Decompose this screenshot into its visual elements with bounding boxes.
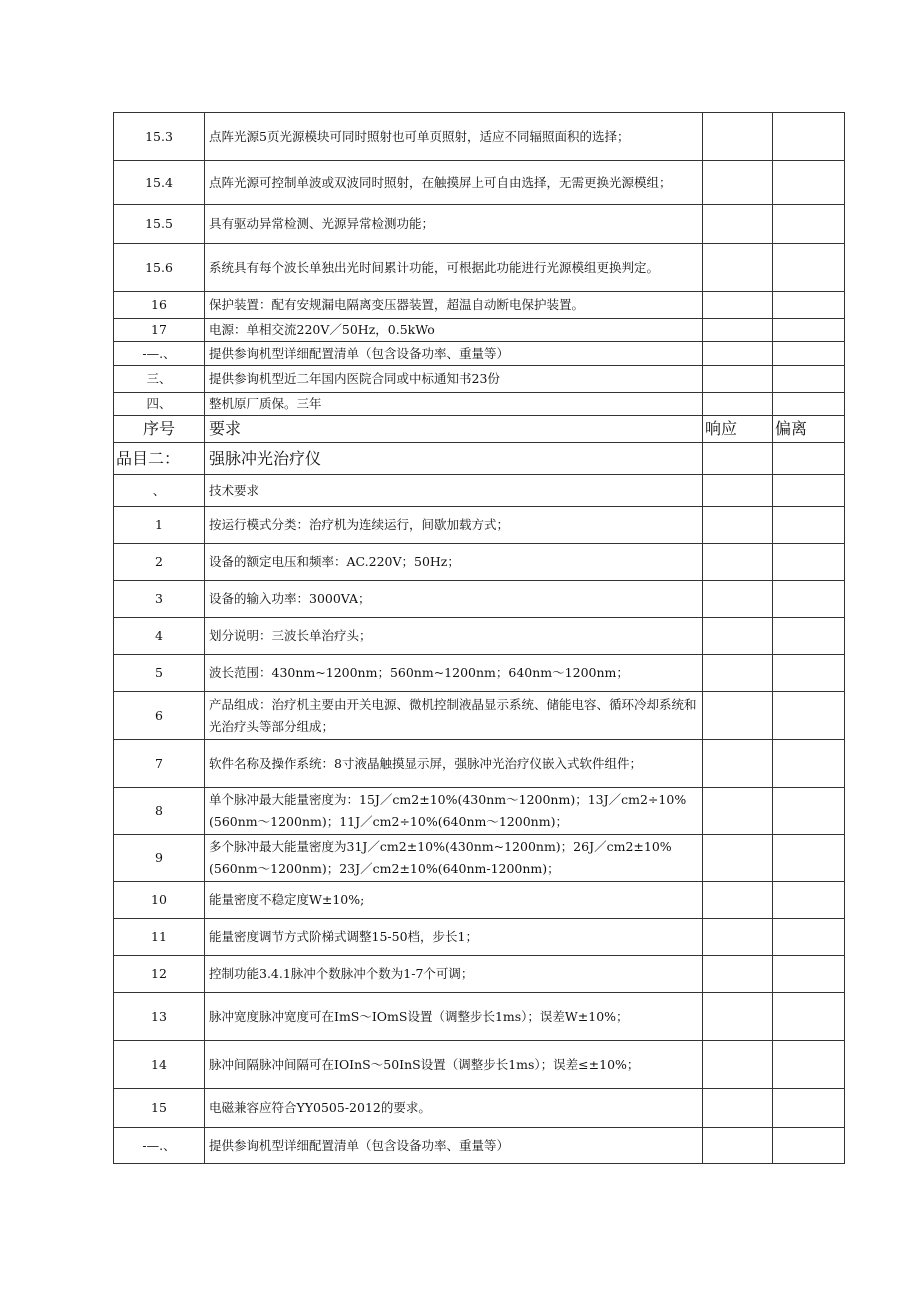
response-cell [703,788,773,835]
deviation-cell [773,544,845,581]
table-row [114,882,845,919]
requirement-text: 要求 [205,416,703,443]
row-number: 三、 [114,366,205,393]
table-row [114,919,845,956]
table-row [114,507,845,544]
deviation-cell: 偏离 [773,416,845,443]
table-row [114,292,845,319]
row-number: 6 [114,692,205,740]
table-row [114,416,845,443]
requirement-text: 多个脉冲最大能量密度为31J／cm2±10%(430nm~1200nm)；26J／cm2±10%(560nm～1200nm)；23J／cm2±10%(640nm-1200nm)； [205,835,703,882]
table-row [114,655,845,692]
row-number: 10 [114,882,205,919]
response-cell [703,342,773,366]
row-number: 品目二： [114,443,205,475]
requirement-text: 系统具有每个波长单独出光时间累计功能，可根据此功能进行光源模组更换判定。 [205,244,703,292]
row-number: 5 [114,655,205,692]
response-cell [703,581,773,618]
row-number: 11 [114,919,205,956]
row-number: 14 [114,1041,205,1089]
requirement-text: 技术要求 [205,475,703,507]
table-row [114,244,845,292]
response-cell [703,993,773,1041]
response-cell [703,919,773,956]
response-cell [703,1128,773,1164]
response-cell [703,692,773,740]
table-row [114,161,845,205]
requirement-text: 提供参询机型详细配置清单（包含设备功率、重量等） [205,342,703,366]
response-cell [703,740,773,788]
table-row [114,342,845,366]
table-row [114,443,845,475]
spec-table [113,112,845,1164]
row-number: 15.5 [114,205,205,244]
requirement-text: 产品组成：治疗机主要由开关电源、微机控制液晶显示系统、储能电容、循环冷却系统和光治疗头等部分组成； [205,692,703,740]
response-cell [703,244,773,292]
row-number: 12 [114,956,205,993]
table-row [114,618,845,655]
deviation-cell [773,882,845,919]
deviation-cell [773,1089,845,1128]
row-number: 15 [114,1089,205,1128]
deviation-cell [773,319,845,342]
table-row [114,544,845,581]
response-cell [703,292,773,319]
row-number: 15.3 [114,113,205,161]
deviation-cell [773,443,845,475]
deviation-cell [773,919,845,956]
requirement-text: 电磁兼容应符合YY0505-2012的要求。 [205,1089,703,1128]
table-row [114,956,845,993]
response-cell [703,161,773,205]
response-cell [703,443,773,475]
response-cell [703,655,773,692]
requirement-text: 设备的输入功率：3000VA； [205,581,703,618]
row-number: 7 [114,740,205,788]
table-row [114,319,845,342]
requirement-text: 具有驱动异常检测、光源异常检测功能； [205,205,703,244]
row-number: 2 [114,544,205,581]
requirement-text: 能量密度不稳定度W±10%; [205,882,703,919]
deviation-cell [773,740,845,788]
response-cell [703,1041,773,1089]
table-row [114,393,845,416]
deviation-cell [773,507,845,544]
row-number: 9 [114,835,205,882]
deviation-cell [773,475,845,507]
deviation-cell [773,366,845,393]
deviation-cell [773,581,845,618]
row-number: 1 [114,507,205,544]
response-cell: 响应 [703,416,773,443]
response-cell [703,393,773,416]
requirement-text: 控制功能3.4.1脉冲个数脉冲个数为1-7个可调； [205,956,703,993]
response-cell [703,319,773,342]
row-number: 4 [114,618,205,655]
response-cell [703,956,773,993]
requirement-text: 脉冲间隔脉冲间隔可在IOInS～50InS设置（调整步长1ms）；误差≤±10%； [205,1041,703,1089]
deviation-cell [773,993,845,1041]
row-number: 8 [114,788,205,835]
table-row [114,475,845,507]
table-row [114,1041,845,1089]
deviation-cell [773,1041,845,1089]
table-row [114,993,845,1041]
deviation-cell [773,393,845,416]
requirement-text: 脉冲宽度脉冲宽度可在ImS～IOmS设置（调整步长1ms）；误差W±10%； [205,993,703,1041]
response-cell [703,835,773,882]
row-number: 13 [114,993,205,1041]
deviation-cell [773,342,845,366]
row-number: 15.6 [114,244,205,292]
table-row [114,835,845,882]
deviation-cell [773,788,845,835]
requirement-text: 波长范围：430nm~1200nm；560nm~1200nm；640nm～1200nm； [205,655,703,692]
requirement-text: 强脉冲光治疗仪 [205,443,703,475]
table-row [114,788,845,835]
requirement-text: 电源：单相交流220V／50Hz，0.5kWo [205,319,703,342]
requirement-text: 保护装置：配有安规漏电隔离变压器装置，超温自动断电保护装置。 [205,292,703,319]
row-number: 17 [114,319,205,342]
response-cell [703,507,773,544]
table-row [114,113,845,161]
requirement-text: 单个脉冲最大能量密度为：15J／cm2±10%(430nm～1200nm)；13J／cm2÷10%(560nm～1200nm)；11J／cm2÷10%(640nm～1200nm)； [205,788,703,835]
row-number: 四、 [114,393,205,416]
requirement-text: 设备的额定电压和频率：AC.220V；50Hz； [205,544,703,581]
deviation-cell [773,244,845,292]
deviation-cell [773,835,845,882]
requirement-text: 点阵光源5页光源模块可同时照射也可单页照射，适应不同辐照面积的选择； [205,113,703,161]
requirement-text: 软件名称及操作系统：8寸液晶触摸显示屏，强脉冲光治疗仪嵌入式软件组件； [205,740,703,788]
response-cell [703,544,773,581]
response-cell [703,113,773,161]
table-row [114,1089,845,1128]
table-row [114,1128,845,1164]
table-row [114,366,845,393]
deviation-cell [773,956,845,993]
row-number: 16 [114,292,205,319]
requirement-text: 能量密度调节方式阶梯式调整15-50档，步长1； [205,919,703,956]
requirement-text: 整机原厂质保。三年 [205,393,703,416]
response-cell [703,475,773,507]
requirement-text: 点阵光源可控制单波或双波同时照射，在触摸屏上可自由选择，无需更换光源模组； [205,161,703,205]
row-number: 3 [114,581,205,618]
table-row [114,205,845,244]
row-number: -—.、 [114,1128,205,1164]
deviation-cell [773,1128,845,1164]
deviation-cell [773,205,845,244]
deviation-cell [773,292,845,319]
response-cell [703,618,773,655]
requirement-text: 划分说明：三波长单治疗头； [205,618,703,655]
requirement-text: 按运行模式分类：治疗机为连续运行，间歇加载方式； [205,507,703,544]
response-cell [703,205,773,244]
response-cell [703,1089,773,1128]
response-cell [703,882,773,919]
deviation-cell [773,113,845,161]
table-row [114,692,845,740]
deviation-cell [773,655,845,692]
deviation-cell [773,161,845,205]
row-number: -—.、 [114,342,205,366]
row-number: 、 [114,475,205,507]
row-number: 15.4 [114,161,205,205]
table-row [114,581,845,618]
table-row [114,740,845,788]
response-cell [703,366,773,393]
row-number: 序号 [114,416,205,443]
deviation-cell [773,692,845,740]
requirement-text: 提供参询机型详细配置清单（包含设备功率、重量等） [205,1128,703,1164]
requirement-text: 提供参询机型近二年国内医院合同或中标通知书23份 [205,366,703,393]
deviation-cell [773,618,845,655]
